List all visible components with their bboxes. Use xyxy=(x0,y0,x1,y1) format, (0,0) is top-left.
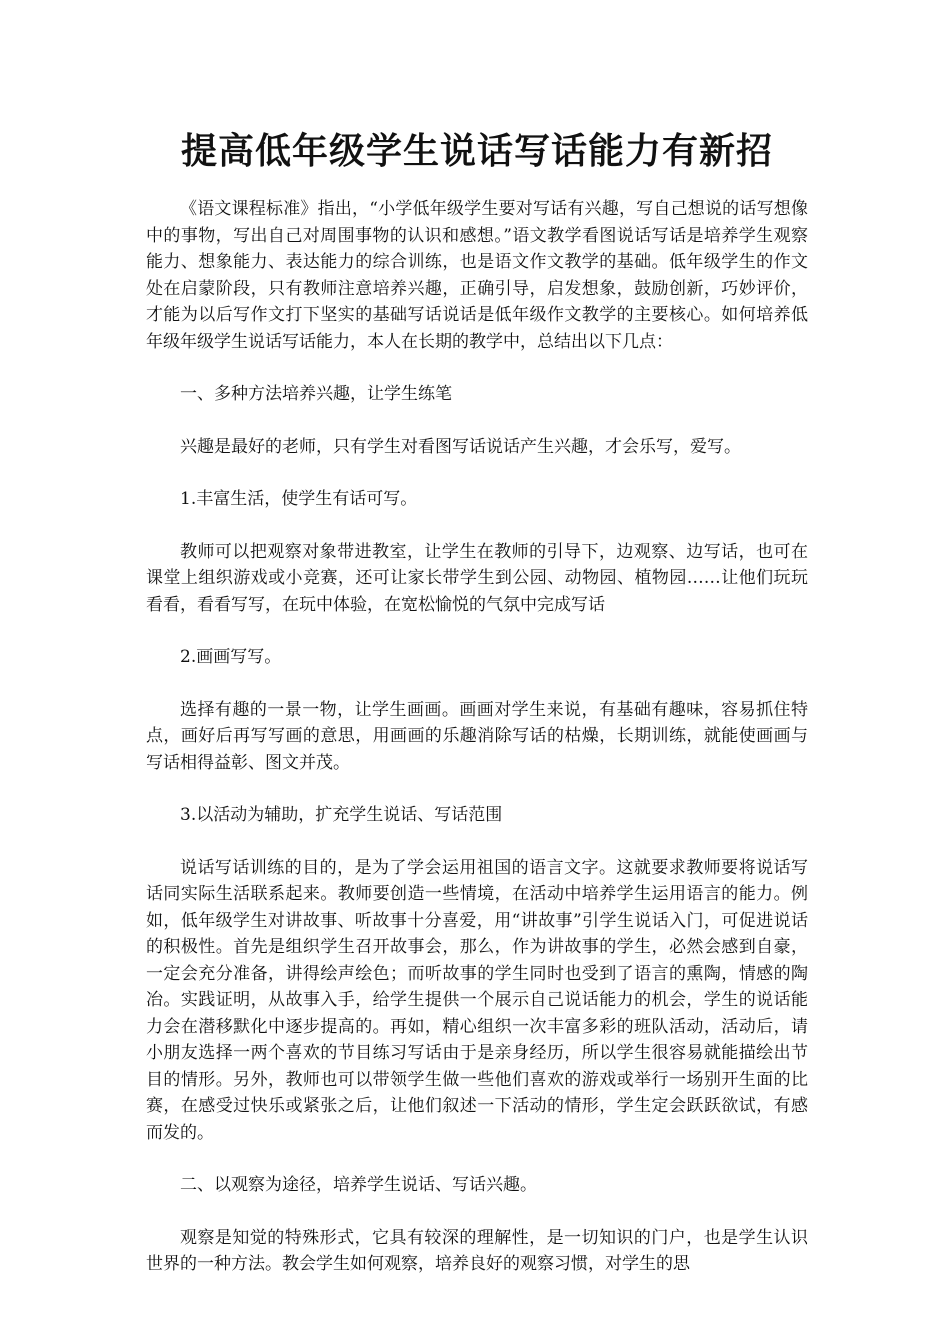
paragraph-observation: 观察是知觉的特殊形式，它具有较深的理解性，是一切知识的门户，也是学生认识世界的一种方法。教会学生如何观察，培养良好的观察习惯，对学生的思 xyxy=(146,1227,808,1274)
subheading-2: 2.画画写写。 xyxy=(180,647,282,667)
document-title: 提高低年级学生说话写话能力有新招 xyxy=(180,131,773,172)
section-heading-1: 一、多种方法培养兴趣，让学生练笔 xyxy=(180,384,452,404)
section-heading-2: 二、以观察为途径，培养学生说话、写话兴趣。 xyxy=(180,1175,537,1195)
paragraph-activities: 说话写话训练的目的，是为了学会运用祖国的语言文字。这就要求教师要将说话写话同实际生活联系起来。教师要创造一些情境，在活动中培养学生运用语言的能力。例如，低年级学生对讲故事、听故事十分喜爱，用“讲故事”引学生说话入门，可促进说话的积极性。首先是组织学生召开故事会，那么，作为讲故事的学生，必然会感到自豪，一定会充分准备，讲得绘声绘色；而听故事的学生同时也受到了语言的熏陶，情感的陶冶。实践证明，从故事入手，给学生提供一个展示自己说话能力的机会，学生的说话能力会在潜移默化中逐步提高的。再如，精心组织一次丰富多彩的班队活动，活动后，请小朋友选择一两个喜欢的节目练习写话由于是亲身经历，所以学生很容易就能描绘出节目的情形。另外，教师也可以带领学生做一些他们喜欢的游戏或举行一场别开生面的比赛，在感受过快乐或紧张之后，让他们叙述一下活动的情形，学生定会跃跃欲试，有感而发的。 xyxy=(146,857,808,1143)
document-page xyxy=(146,0,808,1278)
paragraph-intro: 《语文课程标准》指出，“小学低年级学生要对写话有兴趣，写自己想说的话写想像中的事物，写出自己对周围事物的认识和感想。”语文教学看图说话写话是培养学生观察能力、想象能力、表达能力的综合训练，也是语文作文教学的基础。低年级学生的作文处在启蒙阶段，只有教师注意培养兴趣，正确引导，启发想象，鼓励创新，巧妙评价，才能为以后写作文打下坚实的基础写话说话是低年级作文教学的主要核心。如何培养低年级年级学生说话写话能力，本人在长期的教学中，总结出以下几点： xyxy=(146,199,808,352)
subheading-1: 1.丰富生活，使学生有话可写。 xyxy=(180,489,418,509)
paragraph-enrich-life: 教师可以把观察对象带进教室，让学生在教师的引导下，边观察、边写话，也可在课堂上组织游戏或小竞赛，还可让家长带学生到公园、动物园、植物园……让他们玩玩看看，看看写写，在玩中体验，在宽松愉悦的气氛中完成写话 xyxy=(146,541,808,615)
paragraph-interest: 兴趣是最好的老师，只有学生对看图写话说话产生兴趣，才会乐写，爱写。 xyxy=(180,436,741,457)
subheading-3: 3.以活动为辅助，扩充学生说话、写话范围 xyxy=(180,805,503,825)
paragraph-drawing: 选择有趣的一景一物，让学生画画。画画对学生来说，有基础有趣味，容易抓住特点，画好后再写写画的意思，用画画的乐趣消除写话的枯燥，长期训练，就能使画画与写话相得益彰、图文并茂。 xyxy=(146,699,808,773)
